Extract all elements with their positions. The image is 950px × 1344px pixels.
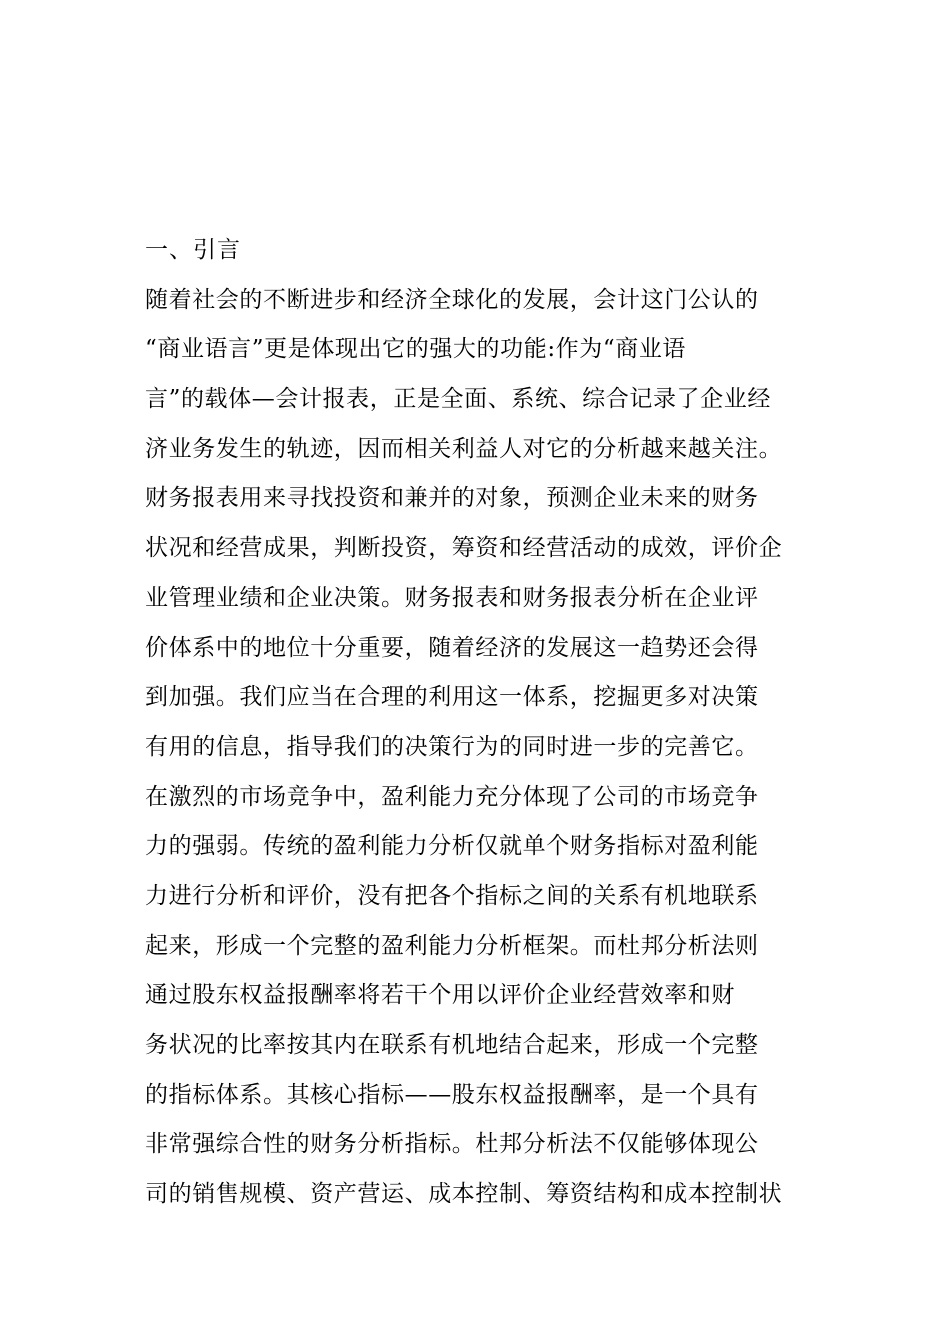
text-line: 价体系中的地位十分重要，随着经济的发展这一趋势还会得 <box>145 634 759 661</box>
document-body <box>145 226 820 1220</box>
text-line: 的指标体系。其核心指标——股东权益报酬率，是一个具有 <box>145 1081 759 1108</box>
text-line: 有用的信息，指导我们的决策行为的同时进一步的完善它。 <box>145 733 759 760</box>
text-line: 务状况的比率按其内在联系有机地结合起来，形成一个完整 <box>145 1032 759 1058</box>
text-line: 随着社会的不断进步和经济全球化的发展，会计这门公认的 <box>145 286 759 313</box>
text-line: 司的销售规模、资产营运、成本控制、筹资结构和成本控制状 <box>145 1181 783 1208</box>
text-line: 起来，形成一个完整的盈利能力分析框架。而杜邦分析法则 <box>145 932 759 959</box>
text-line: 非常强综合性的财务分析指标。杜邦分析法不仅能够体现公 <box>145 1131 759 1158</box>
text-line: 力进行分析和评价，没有把各个指标之间的关系有机地联系 <box>145 882 759 909</box>
text-line: 通过股东权益报酬率将若干个用以评价企业经营效率和财 <box>145 982 735 1009</box>
text-line: 济业务发生的轨迹，因而相关利益人对它的分析越来越关注。 <box>145 435 783 462</box>
text-line: 言”的载体—会计报表，正是全面、系统、综合记录了企业经 <box>145 386 771 413</box>
text-line: 状况和经营成果，判断投资，筹资和经营活动的成效，评价企 <box>145 535 783 562</box>
text-line: 到加强。我们应当在合理的利用这一体系，挖掘更多对决策 <box>145 684 759 711</box>
text-line: “商业语言”更是体现出它的强大的功能:作为“商业语 <box>145 336 687 363</box>
text-line: 力的强弱。传统的盈利能力分析仅就单个财务指标对盈利能 <box>145 833 759 860</box>
text-line: 财务报表用来寻找投资和兼并的对象，预测企业未来的财务 <box>145 485 759 512</box>
text-line: 在激烈的市场竞争中，盈利能力充分体现了公司的市场竞争 <box>145 783 759 810</box>
text-line: 业管理业绩和企业决策。财务报表和财务报表分析在企业评 <box>145 584 759 611</box>
section-heading: 一、引言 <box>145 237 241 263</box>
